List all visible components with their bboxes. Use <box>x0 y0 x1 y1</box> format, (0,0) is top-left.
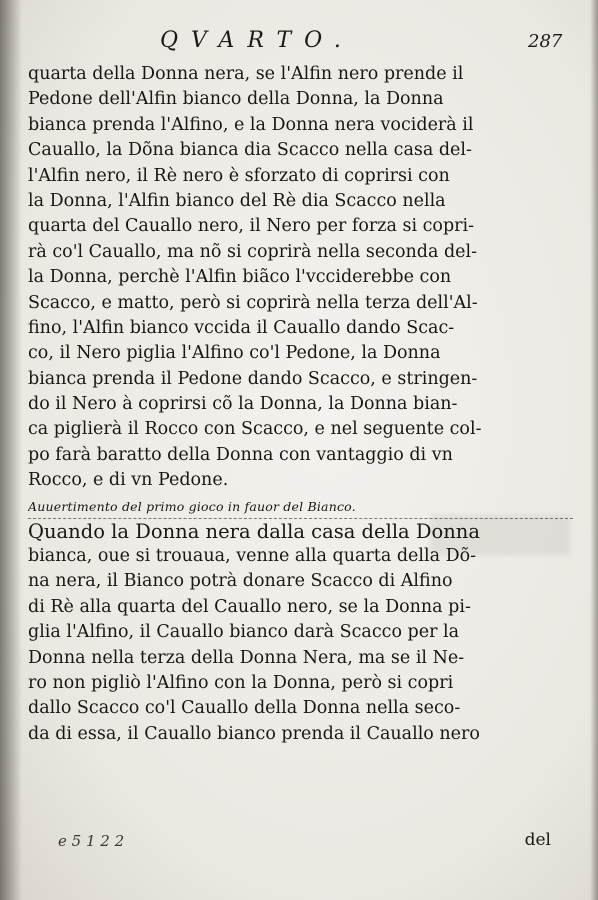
text-line: la Donna, l'Alfin bianco del Rè dia Scacco nella <box>28 190 446 211</box>
section-rubric: Auuertimento del primo gioco in fauor del Bianco. <box>28 496 573 519</box>
text-line: po farà baratto della Donna con vantaggio di vn <box>28 444 453 465</box>
main-text <box>28 62 573 747</box>
page-footer <box>28 830 573 856</box>
page-edge-shadow <box>590 0 598 900</box>
signature-mark: e 5 1 2 2 <box>58 832 125 850</box>
text-line: Donna nella terza della Donna Nera, ma se il Ne- <box>28 647 465 668</box>
text-line: ca piglierà il Rocco con Scacco, e nel seguente col- <box>28 419 482 440</box>
text-line: quarta del Cauallo nero, il Nero per forza si copri- <box>28 216 475 237</box>
text-line: Pedone dell'Alfin bianco della Donna, la Donna <box>28 89 444 110</box>
page-number: 287 <box>528 31 563 52</box>
text-line: glia l'Alfino, il Cauallo bianco darà Scacco per la <box>28 622 460 643</box>
text-line: dallo Scacco co'l Cauallo della Donna nella seco- <box>28 698 461 719</box>
text-line: l'Alfin nero, il Rè nero è sforzato di coprirsi con <box>28 165 450 186</box>
gutter-shadow <box>0 0 22 900</box>
text-line: Quando la Donna nera dalla casa della Donna <box>28 519 480 543</box>
text-line: da di essa, il Cauallo bianco prenda il Cauallo nero <box>28 723 480 744</box>
running-head: QVARTO. <box>160 28 354 53</box>
text-line: Rocco, e di vn Pedone. <box>28 470 229 491</box>
text-line: na nera, il Bianco potrà donare Scacco di Alfino <box>28 571 453 592</box>
text-line: co, il Nero piglia l'Alfino co'l Pedone, la Donna <box>28 343 441 364</box>
text-line: bianca prenda l'Alfino, e la Donna nera vociderà il <box>28 114 474 135</box>
text-line: fino, l'Alfin bianco vccida il Cauallo dando Scac- <box>28 317 455 338</box>
text-line: di Rè alla quarta del Cauallo nero, se la Donna pi- <box>28 596 471 617</box>
text-line: Cauallo, la Dõna bianca dia Scacco nella casa del- <box>28 140 472 161</box>
text-line: do il Nero à coprirsi cõ la Donna, la Donna bian- <box>28 394 458 415</box>
text-line: la Donna, perchè l'Alfin biãco l'vcciderebbe con <box>28 267 452 288</box>
text-line: quarta della Donna nera, se l'Alfin nero prende il <box>28 64 464 84</box>
text-line: rà co'l Cauallo, ma nõ si coprirà nella seconda del- <box>28 241 478 262</box>
catchword: del <box>524 830 551 850</box>
text-line: bianca prenda il Pedone dando Scacco, e stringen- <box>28 368 478 389</box>
text-line: ro non pigliò l'Alfino con la Donna, però si copri <box>28 672 454 693</box>
text-line: bianca, oue si trouaua, venne alla quarta della Dõ- <box>28 546 477 567</box>
text-line: Scacco, e matto, però si coprirà nella terza dell'Al- <box>28 292 478 313</box>
